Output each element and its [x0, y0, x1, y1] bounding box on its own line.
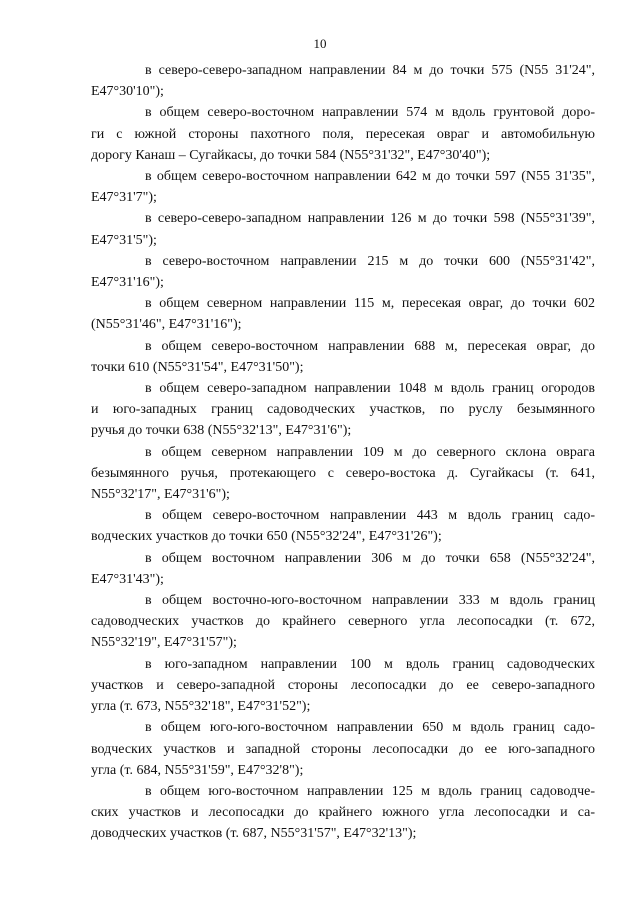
text-line: N55°32'19", Е47°31'57"); [91, 635, 237, 651]
text-line: водческих участков и западной стороны лесопосадки до ее юго-западного [91, 741, 595, 757]
text-line: угла (т. 673, N55°32'18", Е47°31'52"); [91, 699, 311, 715]
paragraph [91, 654, 595, 718]
text-line: в северо-восточном направлении 215 м до точки 600 (N55°31'42", [145, 253, 595, 269]
paragraph [91, 781, 595, 845]
text-line: в общем северо-восточном направлении 443 м вдоль границ садо- [145, 508, 595, 524]
paragraph [91, 166, 595, 208]
text-line: Е47°30'10"); [91, 84, 164, 100]
paragraph [91, 60, 595, 102]
text-line: угла (т. 684, N55°31'59", Е47°32'8"); [91, 762, 304, 778]
text-line: точки 610 (N55°31'54", Е47°31'50"); [91, 359, 304, 375]
text-line: в общем восточном направлении 306 м до точки 658 (N55°32'24", [145, 550, 595, 566]
text-line: и юго-западных границ садоводческих участков, по руслу безымянного [91, 402, 595, 418]
text-line: Е47°31'5"); [91, 232, 157, 248]
text-line: безымянного ручья, протекающего с северо-востока д. Сугайкасы (т. 641, [91, 465, 595, 481]
text-line: Е47°31'43"); [91, 571, 164, 587]
paragraph [91, 590, 595, 654]
text-line: в общем северном направлении 115 м, пересекая овраг, до точки 602 [145, 296, 595, 312]
paragraph [91, 505, 595, 547]
body-text [91, 60, 595, 845]
text-line: доводческих участков (т. 687, N55°31'57", Е47°32'13"); [91, 826, 417, 842]
text-line: в общем северо-восточном направлении 574 м вдоль грунтовой доро- [145, 105, 595, 121]
paragraph [91, 208, 595, 250]
text-line: (N55°31'46", Е47°31'16"); [91, 317, 242, 333]
paragraph [91, 102, 595, 166]
text-line: Е47°31'16"); [91, 275, 164, 291]
text-line: N55°32'17", Е47°31'6"); [91, 487, 230, 503]
paragraph [91, 293, 595, 335]
paragraph [91, 442, 595, 506]
text-line: в северо-северо-западном направлении 126 м до точки 598 (N55°31'39", [145, 211, 595, 227]
text-line: водческих участков до точки 650 (N55°32'24", Е47°31'26"); [91, 529, 442, 545]
paragraph [91, 717, 595, 781]
text-line: в общем юго-восточном направлении 125 м вдоль границ садоводче- [145, 783, 595, 799]
text-line: в общем юго-юго-восточном направлении 650 м вдоль границ садо- [145, 720, 595, 736]
text-line: в общем восточно-юго-восточном направлении 333 м вдоль границ [145, 593, 595, 609]
text-line: дорогу Канаш – Сугайкасы, до точки 584 (N55°31'32", Е47°30'40"); [91, 147, 491, 163]
paragraph [91, 251, 595, 293]
text-line: в северо-северо-западном направлении 84 м до точки 575 (N55 31'24", [145, 63, 595, 78]
text-line: в общем северо-западном направлении 1048 м вдоль границ огородов [145, 381, 595, 397]
text-line: ручья до точки 638 (N55°32'13", Е47°31'6"); [91, 423, 352, 439]
text-line: ги с южной стороны пахотного поля, пересекая овраг и автомобильную [91, 126, 595, 142]
page-number: 10 [313, 36, 327, 51]
text-line: в общем северо-восточном направлении 642 м до точки 597 (N55 31'35", [145, 169, 595, 185]
text-line: в юго-западном направлении 100 м вдоль границ садоводческих [145, 656, 595, 672]
text-line: Е47°31'7"); [91, 190, 157, 206]
text-line: в общем северо-восточном направлении 688 м, пересекая овраг, до [145, 338, 595, 354]
text-line: в общем северном направлении 109 м до северного склона оврага [145, 444, 595, 460]
text-line: ских участков и лесопосадки до крайнего южного угла лесопосадки и са- [91, 805, 595, 821]
text-line: садоводческих участков до крайнего северного угла лесопосадки (т. 672, [91, 614, 595, 630]
text-line: участков и северо-западной стороны лесопосадки до ее северо-западного [91, 677, 595, 693]
paragraph [91, 336, 595, 378]
paragraph [91, 548, 595, 590]
paragraph [91, 378, 595, 442]
